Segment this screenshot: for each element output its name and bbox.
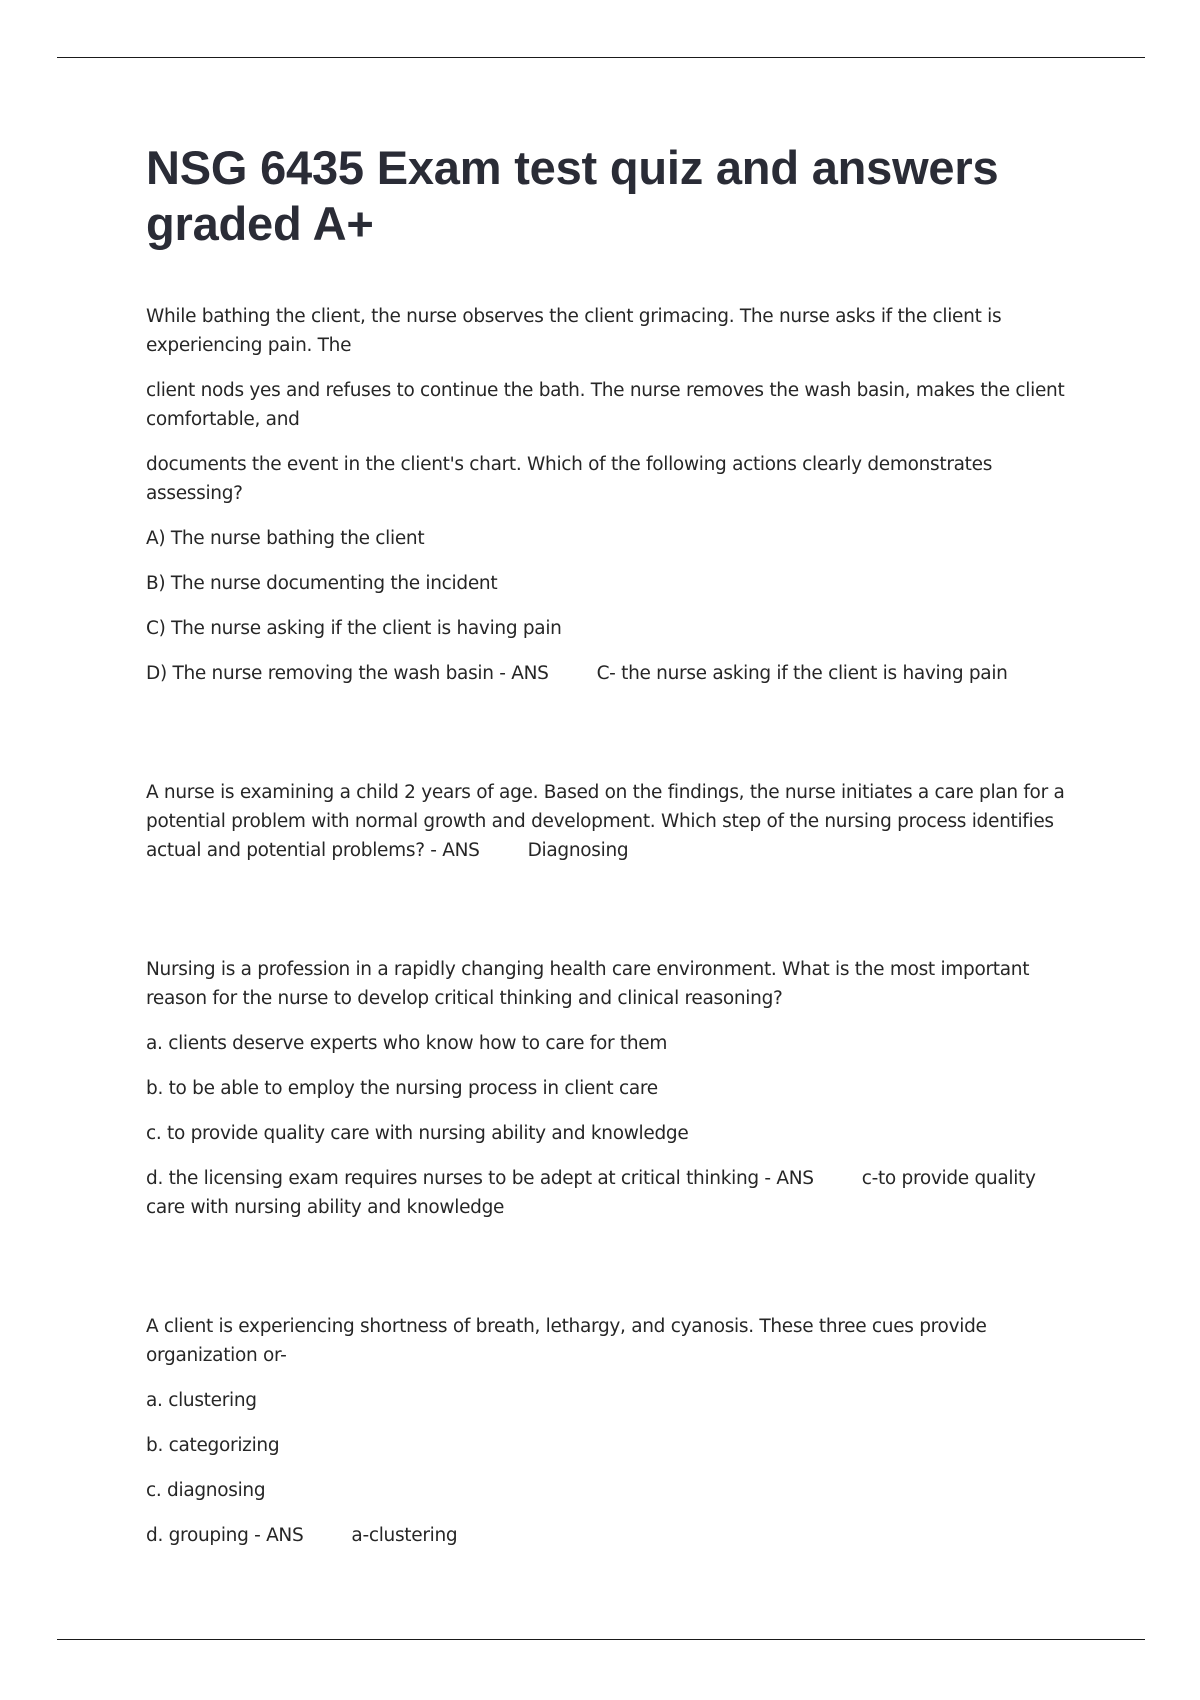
answer-option: b. categorizing	[146, 1435, 280, 1456]
top-rule	[57, 57, 1145, 58]
question-block-2	[146, 778, 1066, 865]
answer-option: B) The nurse documenting the incident	[146, 573, 498, 594]
document-title: NSG 6435 Exam test quiz and answers graded A+	[146, 141, 999, 250]
question-block-4	[146, 1312, 1066, 1550]
question-text-with-answer	[146, 778, 1066, 865]
question-text: While bathing the client, the nurse observes the client grimacing. The nurse asks if the client is experiencing pain. The	[146, 306, 1002, 356]
answer-option: C) The nurse asking if the client is having pain	[146, 618, 562, 639]
answer-option-with-answer	[146, 659, 1066, 688]
question-block-3	[146, 955, 1066, 1222]
answer-option: d. grouping - ANS	[146, 1525, 304, 1546]
answer-option: a. clients deserve experts who know how to care for them	[146, 1033, 668, 1054]
answer-option: c. diagnosing	[146, 1480, 266, 1501]
answer-option-with-answer	[146, 1164, 1066, 1222]
question-text: A nurse is examining a child 2 years of age. Based on the findings, the nurse initiates a care plan for a potential problem with normal growth and development. Which step of the nursing process identifies actual and potential problems? - ANS	[146, 782, 1065, 861]
question-text: documents the event in the client's chart. Which of the following actions clearly demonstrates assessing?	[146, 454, 993, 504]
correct-answer: Diagnosing	[527, 840, 629, 861]
answer-option: D) The nurse removing the wash basin - ANS	[146, 663, 549, 684]
bottom-rule	[57, 1639, 1145, 1640]
question-text: A client is experiencing shortness of breath, lethargy, and cyanosis. These three cues provide organization or-	[146, 1316, 987, 1366]
correct-answer: c-to provide quality care with nursing ability and knowledge	[146, 1168, 1036, 1218]
answer-option: b. to be able to employ the nursing process in client care	[146, 1078, 658, 1099]
answer-option: d. the licensing exam requires nurses to be adept at critical thinking - ANS	[146, 1168, 814, 1189]
answer-option: c. to provide quality care with nursing ability and knowledge	[146, 1123, 689, 1144]
answer-option-with-answer	[146, 1521, 1066, 1550]
correct-answer: a-clustering	[351, 1525, 458, 1546]
answer-option: a. clustering	[146, 1390, 257, 1411]
question-text: client nods yes and refuses to continue the bath. The nurse removes the wash basin, makes the client comfortable, and	[146, 380, 1065, 430]
document-content	[146, 140, 1066, 1550]
question-block-1	[146, 302, 1066, 688]
answer-option: A) The nurse bathing the client	[146, 528, 425, 549]
question-text: Nursing is a profession in a rapidly changing health care environment. What is the most important reason for the nurse to develop critical thinking and clinical reasoning?	[146, 959, 1030, 1009]
correct-answer: C- the nurse asking if the client is having pain	[596, 663, 1008, 684]
